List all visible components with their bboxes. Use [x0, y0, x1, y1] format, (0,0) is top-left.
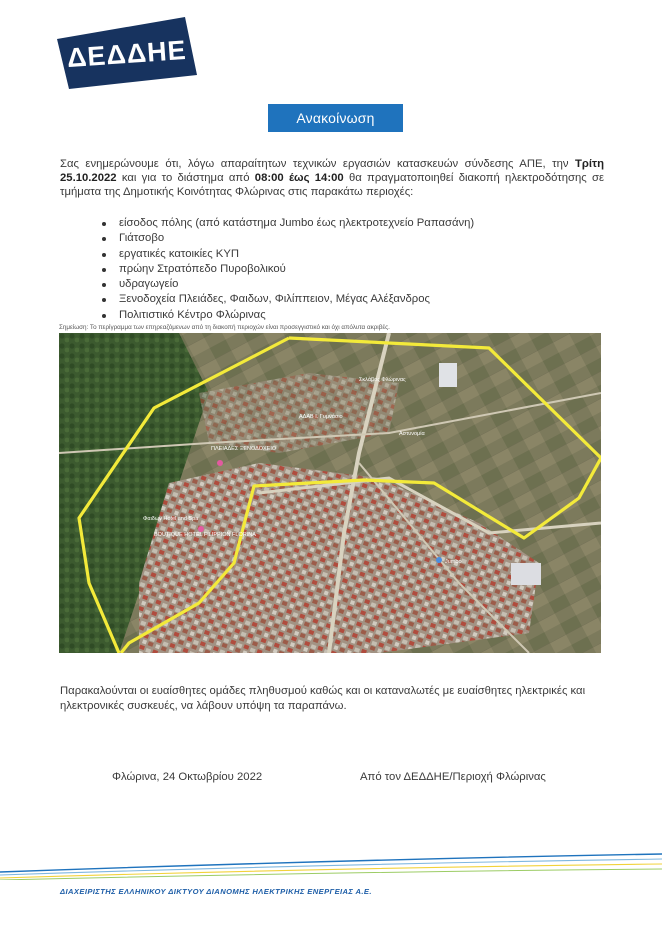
logo-text: ΔΕΔΔΗΕ [66, 34, 188, 74]
map-label-police: Αστυνομία [399, 431, 425, 437]
list-item: εργατικές κατοικίες ΚΥΠ [100, 247, 580, 262]
intro-paragraph [60, 157, 604, 199]
shop-marker-icon [436, 557, 442, 563]
affected-areas-list [100, 216, 580, 323]
footer-company-name: ΔΙΑΧΕΙΡΙΣΤΗΣ ΕΛΛΗΝΙΚΟΥ ΔΙΚΤΥΟΥ ΔΙΑΝΟΜΗΣ ΗΛΕΚΤΡΙΚΗΣ ΕΝΕΡΓΕΙΑΣ Α.Ε. [60, 887, 372, 896]
footer-line [0, 864, 662, 878]
hotel-marker-icon [217, 460, 223, 466]
map-label-hotel-filippion: BOUTIQUE HOTEL FILIPPION FLORINA [154, 532, 256, 538]
list-item: πρώην Στρατόπεδο Πυροβολικού [100, 262, 580, 277]
footer-line [0, 869, 662, 880]
outage-map [59, 333, 601, 653]
outage-time: 08:00 έως 14:00 [254, 172, 344, 184]
map-label-cafe: Σκλάβος Φλώρινας [359, 377, 406, 383]
map-building [511, 563, 541, 585]
satellite-map-image [59, 333, 601, 653]
map-label-school: ΑΔΑΒ Ι. Γυμνάσιο [299, 414, 343, 420]
intro-text-3: θα πραγματοποιηθεί διακοπή ηλεκτροδότησης σε τμήματα της Δημοτικής Κοινότητας Φλώρινας στις παρακάτω περιοχές: [60, 172, 604, 198]
footer-wave-lines [0, 850, 662, 880]
intro-text-1: Σας ενημερώνουμε ότι, λόγω απαραίτητων τεχνικών εργασιών κατασκευών σύνδεσης ΑΠΕ, την [60, 158, 576, 170]
map-note: Σημείωση: Το περίγραμμα των επηρεαζόμενων από τη διακοπή περιοχών είναι προσεγγιστικό και όχι απόλυτα ακριβές. [59, 324, 390, 331]
map-building [439, 363, 457, 387]
map-label-hotel-faidon: Φαιδων Hotel and Spa [143, 516, 199, 522]
list-item: Γιάτσοβο [100, 231, 580, 246]
closing-paragraph: Παρακαλούνται οι ευαίσθητες ομάδες πληθυσμού καθώς και οι καταναλωτές με ευαίσθητες ηλεκτρικές και ηλεκτρονικές συσκευές, να λάβουν υπόψη τα παραπάνω. [60, 685, 586, 712]
signature: Από τον ΔΕΔΔΗΕ/Περιοχή Φλώρινας [360, 771, 546, 783]
list-item: Πολιτιστικό Κέντρο Φλώρινας [100, 308, 580, 323]
intro-text-2: και για το διάστημα από [116, 172, 255, 184]
outage-day: Τρίτη 25.10.2022 [60, 158, 604, 184]
list-item: υδραγωγείο [100, 277, 580, 292]
map-label-jumbo: Jumbo [445, 559, 462, 565]
list-item: Ξενοδοχεία Πλειάδες, Φαιδων, Φιλίππειον, Μέγας Αλέξανδρος [100, 292, 580, 307]
date-line: Φλώρινα, 24 Οκτωβρίου 2022 [112, 771, 263, 783]
list-item: είσοδος πόλης (από κατάστημα Jumbo έως ηλεκτροτεχνείο Ραπασάνη) [100, 216, 580, 231]
deddie-logo [57, 17, 197, 89]
announcement-badge: Ανακοίνωση [268, 104, 403, 132]
map-label-hotel-pleiades: ΠΛΕΙΑΔΕΣ ΞΕΝΟΔΟΧΕΙΟ [211, 446, 277, 452]
logo-badge [57, 17, 197, 89]
